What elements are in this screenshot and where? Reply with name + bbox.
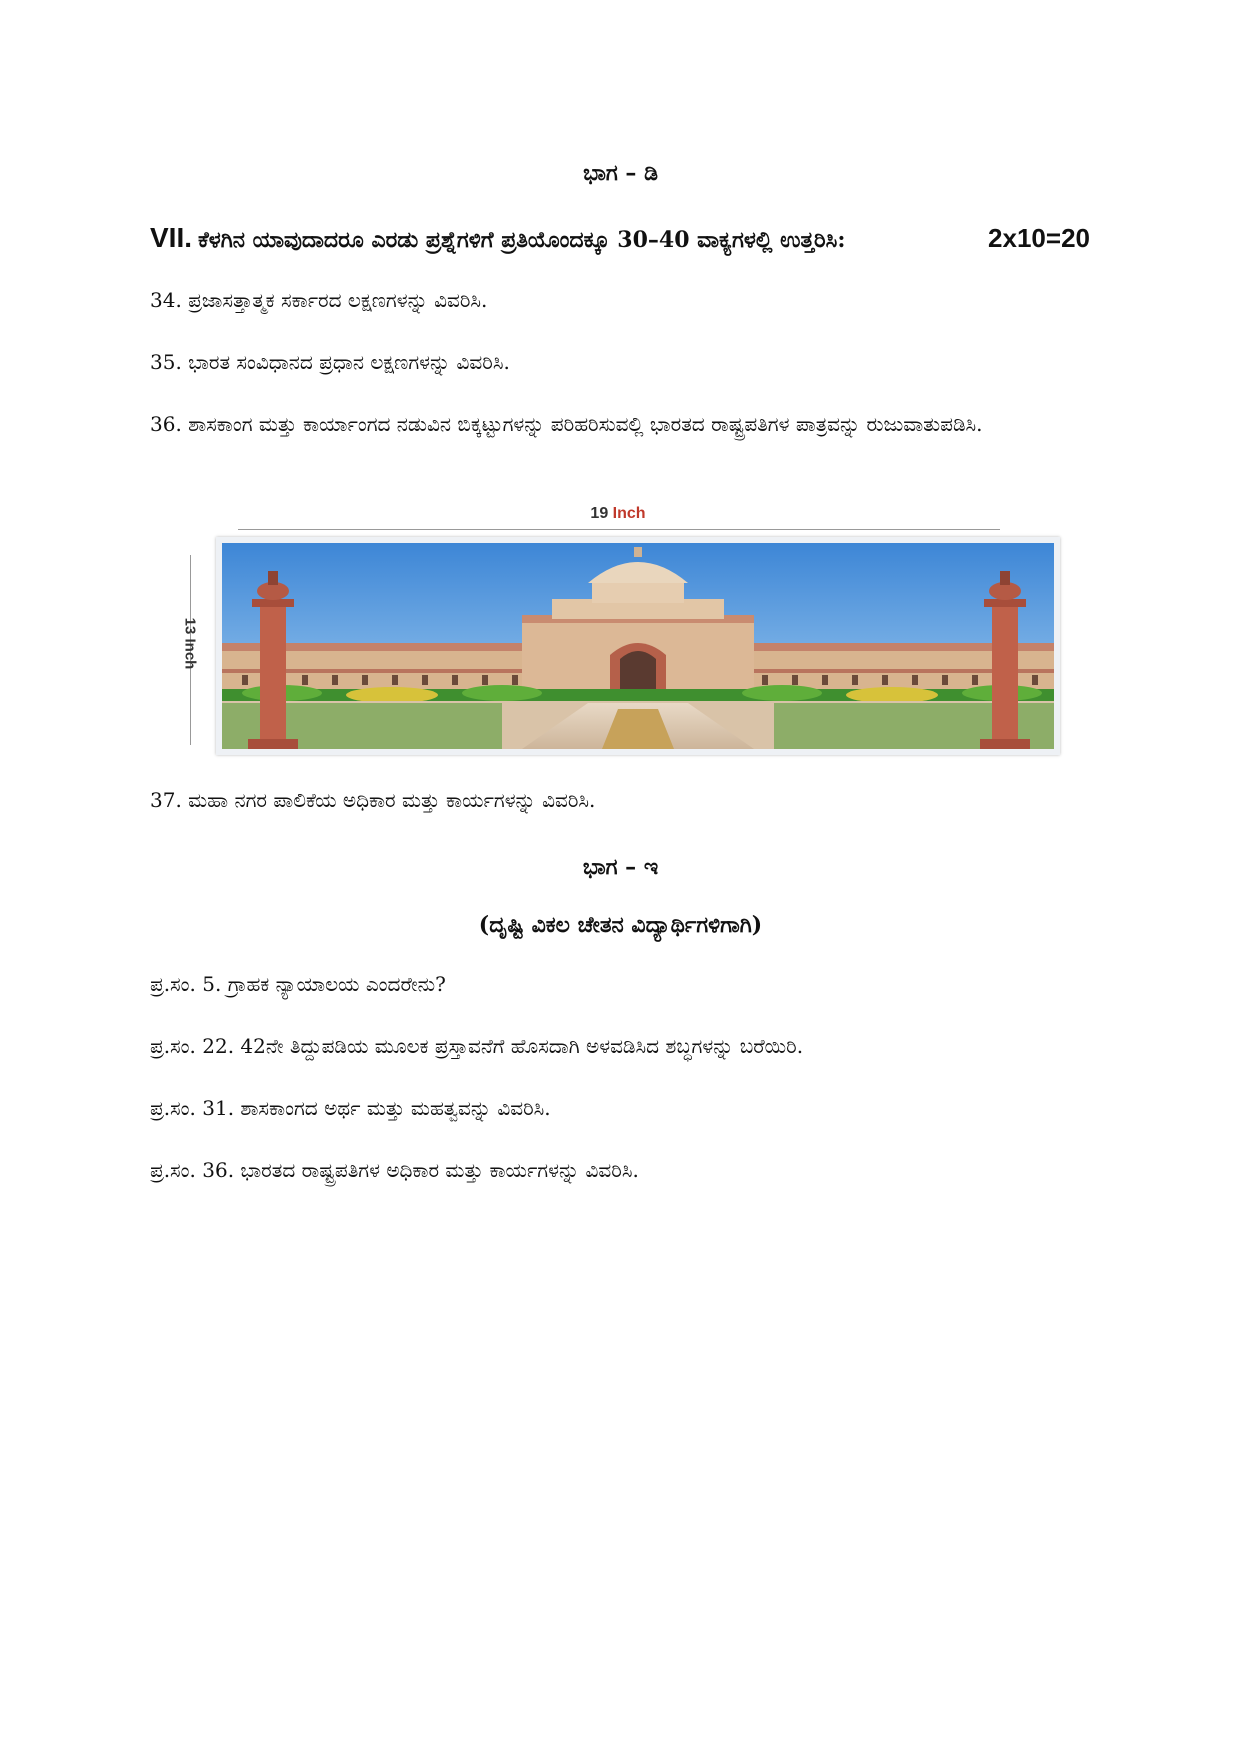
- section-marks: 2x10=20: [988, 223, 1090, 253]
- question-36: 36. ಶಾಸಕಾಂಗ ಮತ್ತು ಕಾರ್ಯಾಂಗದ ನಡುವಿನ ಬಿಕ್ಕಟ್ಟುಗಳನ್ನು ಪರಿಹರಿಸುವಲ್ಲಿ ಭಾರತದ ರಾಷ್ಟ್ರಪತಿಗಳ ಪಾತ್ರವನ್ನು ರುಜುವಾತುಪಡಿಸಿ.: [150, 412, 983, 436]
- question-34: 34. ಪ್ರಜಾಸತ್ತಾತ್ಮಕ ಸರ್ಕಾರದ ಲಕ್ಷಣಗಳನ್ನು ವಿವರಿಸಿ.: [150, 288, 488, 312]
- part-e-subtitle: (ದೃಷ್ಟಿ ವಿಕಲ ಚೇತನ ವಿದ್ಯಾರ್ಥಿಗಳಿಗಾಗಿ): [478, 912, 763, 938]
- question-35: 35. ಭಾರತ ಸಂವಿಧಾನದ ಪ್ರಧಾನ ಲಕ್ಷಣಗಳನ್ನು ವಿವರಿಸಿ.: [150, 350, 510, 374]
- optional-question-5: ಪ್ರ.ಸಂ. 5. ಗ್ರಾಹಕ ನ್ಯಾಯಾಲಯ ಎಂದರೇನು?: [150, 972, 446, 996]
- height-dimension-label: 13 Inch: [181, 617, 199, 670]
- section-header: [150, 222, 1090, 254]
- optional-question-31: ಪ್ರ.ಸಂ. 31. ಶಾಸಕಾಂಗದ ಅರ್ಥ ಮತ್ತು ಮಹತ್ವವನ್ನು ವಿವರಿಸಿ.: [150, 1096, 551, 1120]
- section-number: VII.: [150, 222, 193, 253]
- width-unit: Inch: [612, 505, 646, 522]
- question-37: 37. ಮಹಾ ನಗರ ಪಾಲಿಕೆಯ ಅಧಿಕಾರ ಮತ್ತು ಕಾರ್ಯಗಳನ್ನು ವಿವರಿಸಿ.: [150, 788, 596, 812]
- building-photo-figure: [168, 505, 1068, 765]
- optional-question-22: ಪ್ರ.ಸಂ. 22. 42ನೇ ತಿದ್ದುಪಡಿಯ ಮೂಲಕ ಪ್ರಸ್ತಾವನೆಗೆ ಹೊಸದಾಗಿ ಅಳವಡಿಸಿದ ಶಬ್ಧಗಳನ್ನು ಬರೆಯಿರಿ.: [150, 1034, 804, 1058]
- optional-question-36: ಪ್ರ.ಸಂ. 36. ಭಾರತದ ರಾಷ್ಟ್ರಪತಿಗಳ ಅಧಿಕಾರ ಮತ್ತು ಕಾರ್ಯಗಳನ್ನು ವಿವರಿಸಿ.: [150, 1158, 639, 1182]
- width-dimension-line: [238, 529, 1000, 530]
- part-e-title: ಭಾಗ – ಇ: [582, 854, 659, 880]
- part-d-title: ಭಾಗ – ಡಿ: [583, 160, 658, 186]
- width-number: 19: [590, 505, 609, 522]
- section-instruction: ಕೆಳಗಿನ ಯಾವುದಾದರೂ ಎರಡು ಪ್ರಶ್ನೆಗಳಿಗೆ ಪ್ರತಿಯೊಂದಕ್ಕೂ 30–40 ವಾಕ್ಯಗಳಲ್ಲಿ ಉತ್ತರಿಸಿ:: [198, 227, 846, 253]
- secretariat-building-illustration: [222, 543, 1054, 749]
- building-photo: [216, 537, 1060, 755]
- width-dimension-label: [168, 505, 1068, 523]
